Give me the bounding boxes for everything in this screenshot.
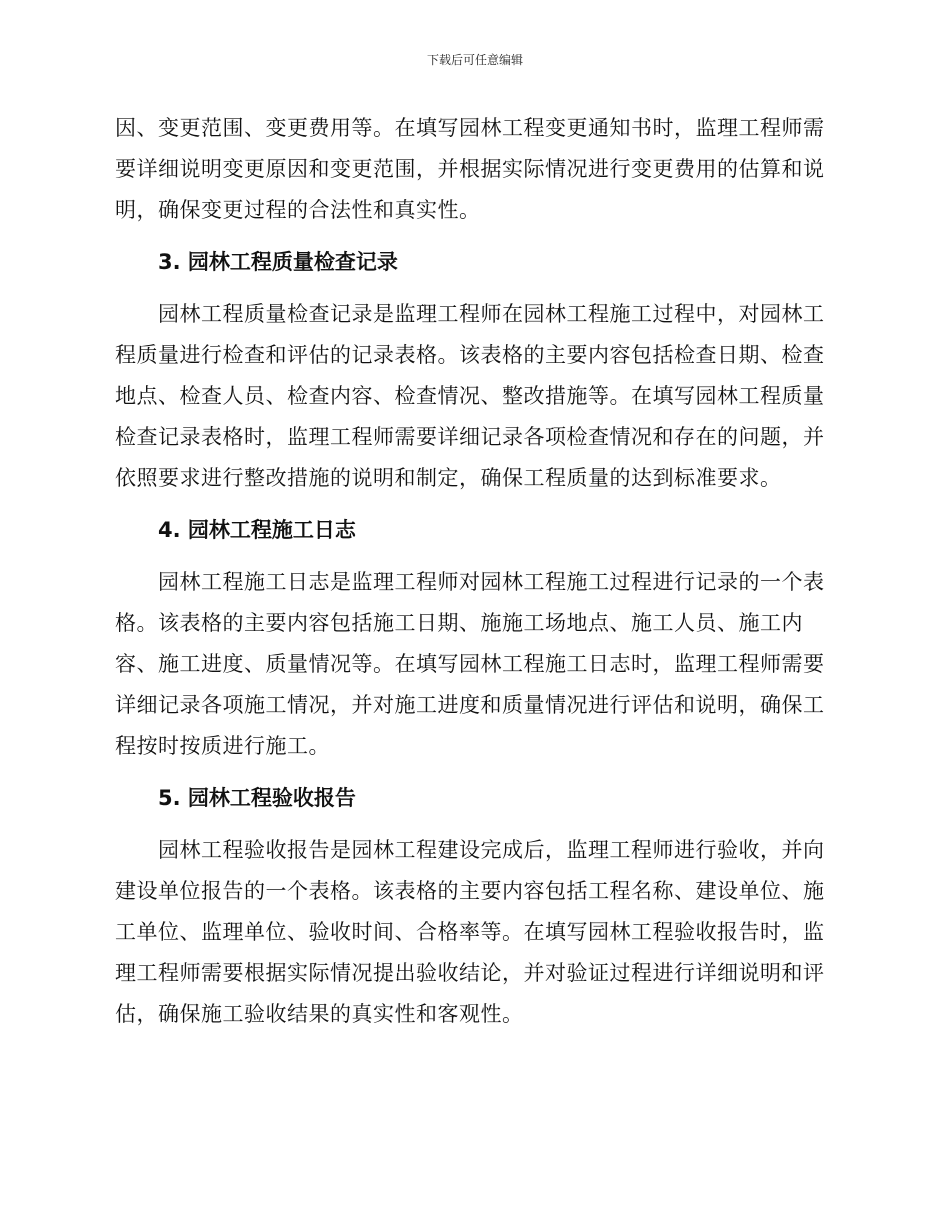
paragraph-change-notice-continuation: 因、变更范围、变更费用等。在填写园林工程变更通知书时，监理工程师需要详细说明变更原因和变更范围，并根据实际情况进行变更费用的估算和说明，确保变更过程的合法性和真实性。	[115, 116, 825, 222]
page-header: 下载后可任意编辑	[426, 53, 523, 67]
document-body	[115, 108, 837, 1046]
section-heading-quality-inspection: 3. 园林工程质量检查记录	[158, 250, 398, 274]
paragraph-quality-inspection: 园林工程质量检查记录是监理工程师在园林工程施工过程中，对园林工程质量进行检查和评估的记录表格。该表格的主要内容包括检查日期、检查地点、检查人员、检查内容、检查情况、整改措施等。在填写园林工程质量检查记录表格时，监理工程师需要详细记录各项检查情况和存在的问题，并依照要求进行整改措施的说明和制定，确保工程质量的达到标准要求。	[115, 302, 825, 490]
paragraph-construction-log: 园林工程施工日志是监理工程师对园林工程施工过程进行记录的一个表格。该表格的主要内容包括施工日期、施施工场地点、施工人员、施工内容、施工进度、质量情况等。在填写园林工程施工日志时，监理工程师需要详细记录各项施工情况，并对施工进度和质量情况进行评估和说明，确保工程按时按质进行施工。	[115, 570, 825, 758]
section-heading-acceptance-report: 5. 园林工程验收报告	[158, 786, 356, 810]
paragraph-acceptance-report: 园林工程验收报告是园林工程建设完成后，监理工程师进行验收，并向建设单位报告的一个表格。该表格的主要内容包括工程名称、建设单位、施工单位、监理单位、验收时间、合格率等。在填写园林工程验收报告时，监理工程师需要根据实际情况提出验收结论，并对验证过程进行详细说明和评估，确保施工验收结果的真实性和客观性。	[115, 838, 825, 1026]
section-heading-construction-log: 4. 园林工程施工日志	[158, 518, 356, 542]
